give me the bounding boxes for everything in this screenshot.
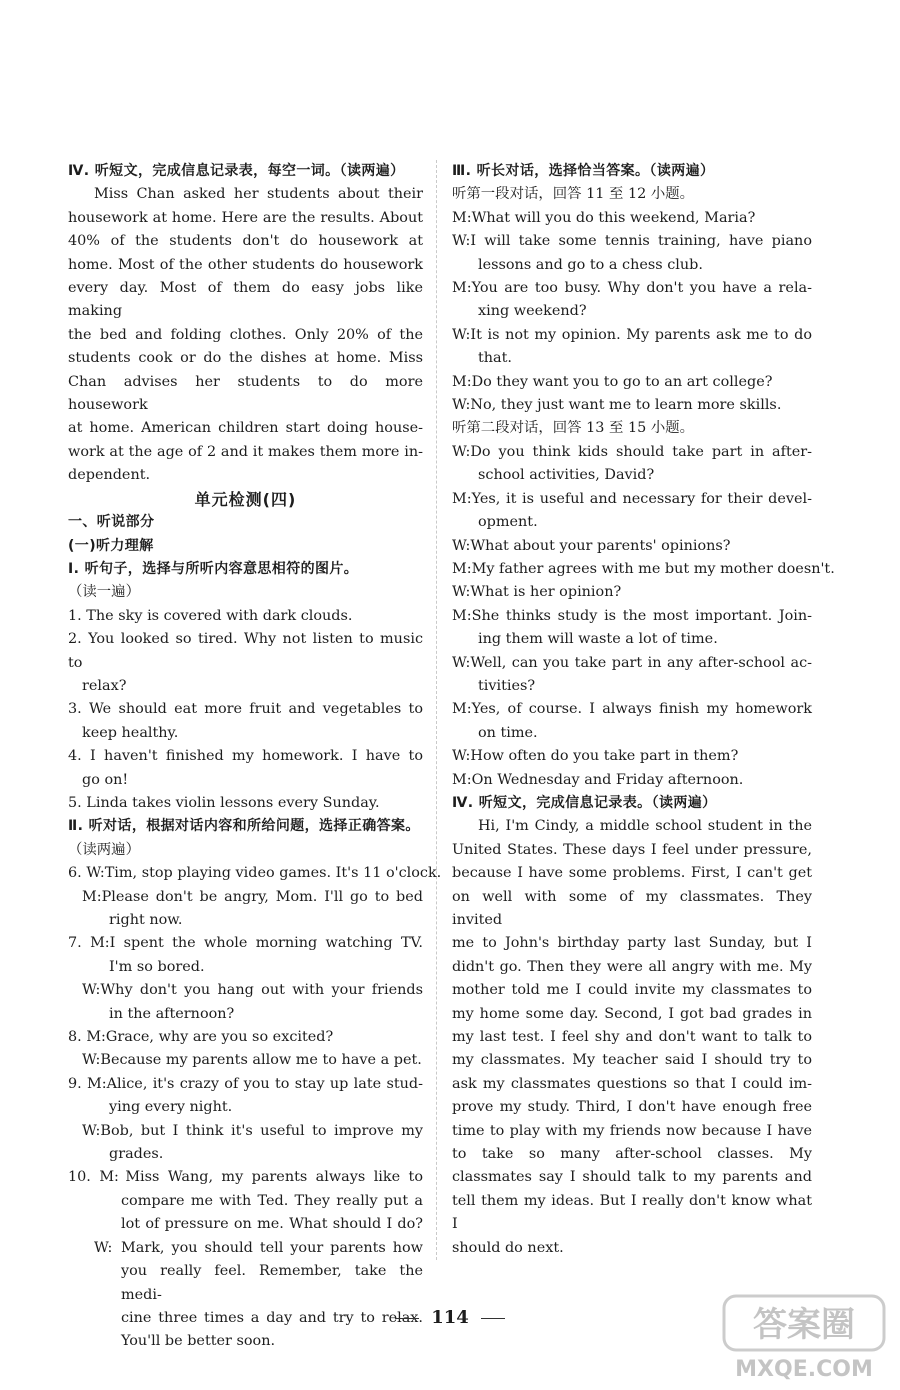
dialogue-line: [452, 207, 812, 230]
speaker-label: W:: [452, 537, 471, 554]
passage-line: dependent.: [68, 467, 151, 484]
dialogue-text: cine three times a day and try to relax.: [121, 1309, 423, 1326]
listening-passage: [68, 183, 423, 487]
dialogue-line: [452, 488, 812, 511]
dialogue-line: [68, 1049, 423, 1072]
passage-line: to take so many after-school classes. My: [452, 1146, 812, 1163]
passage-line: at home. American children start doing house-: [68, 420, 423, 437]
passage-line: prove my study. Third, I don't have enough free: [452, 1099, 812, 1116]
dialogue-continuation: xing weekend?: [478, 303, 587, 320]
speaker-label: M:: [86, 1029, 106, 1046]
dialogue-line: [452, 558, 835, 581]
speaker-label: W:: [86, 865, 105, 882]
speaker-label: W:: [452, 233, 471, 250]
listening-passage: [452, 815, 812, 1260]
dialogue-line: [68, 1073, 423, 1096]
speaker-label: M:: [452, 771, 472, 788]
sentence-item: 5. Linda takes violin lessons every Sunday.: [68, 794, 380, 811]
dialogue-line: [452, 324, 812, 347]
passage-line: me to John's birthday party last Sunday, but I: [452, 935, 812, 952]
dialogue-text: My father agrees with me but my mother doesn't.: [471, 560, 835, 577]
svg-text:MXQE.COM: MXQE.COM: [735, 1357, 873, 1382]
dialogue-text: Please don't be angry, Mom. I'll go to bed: [101, 888, 423, 905]
svg-text:答案圈: 答案圈: [753, 1305, 855, 1345]
dialogue-line: [452, 441, 812, 464]
dialogue-line: [68, 1213, 423, 1236]
dialogue-continuation: on time.: [478, 724, 538, 741]
passage-line: work at the age of 2 and it makes them more in-: [68, 443, 423, 460]
unit-title: 单元检测(四): [194, 489, 297, 509]
speaker-label: W:: [82, 1122, 101, 1139]
passage-line: because I have some problems. First, I can't get: [452, 865, 812, 882]
watermark-logo: [722, 1294, 886, 1382]
passage-line: ask my classmates questions so that I could im-: [452, 1075, 812, 1092]
dialogue-number: 10.: [68, 1169, 91, 1186]
dialogue-line: [68, 1260, 423, 1307]
sentence-item: 2. You looked so tired. Why not listen to music to: [68, 631, 423, 671]
speaker-label: M:: [452, 280, 472, 297]
dialogue-line: [68, 1120, 423, 1143]
speaker-label: M:: [87, 1075, 107, 1092]
sentence-item: 1. The sky is covered with dark clouds.: [68, 607, 353, 624]
section-heading: Ⅱ. 听对话，根据对话内容和所给问题，选择正确答案。: [68, 818, 420, 835]
dialogue-continuation: tivities?: [478, 677, 536, 694]
dialogue-text: She thinks study is the most important. Join-: [471, 607, 812, 624]
dialogue-line: [68, 1237, 423, 1260]
part-heading: 一、听说部分: [68, 514, 155, 531]
sentence-continuation: go on!: [82, 771, 129, 788]
passage-line: my last test. I feel shy and don't want to talk to: [452, 1029, 812, 1046]
dialogue-text: On Wednesday and Friday afternoon.: [471, 771, 744, 788]
dialogue-line: [452, 745, 812, 768]
passage-line: Chan advises her students to do more housework: [68, 373, 423, 414]
dialogue-line: [68, 1166, 423, 1189]
dialogue-text: Miss Wang, my parents always like to: [125, 1169, 423, 1186]
right-column: [452, 160, 835, 1260]
dialogue-text: No, they just want me to learn more skills.: [470, 397, 782, 414]
column-divider: [436, 160, 437, 1260]
speaker-label: W:: [94, 1239, 113, 1256]
passage-line: classmates say I should talk to my parents and: [452, 1169, 812, 1186]
dialogue-line: [452, 769, 812, 792]
dialogue-continuation: right now.: [109, 912, 183, 928]
passage-line: home. Most of the other students do housework: [68, 256, 423, 273]
passage-line: Miss Chan asked her students about their: [94, 186, 423, 203]
passage-line: should do next.: [452, 1239, 564, 1256]
speaker-label: M:: [452, 490, 472, 507]
dialogue-continuation: that.: [478, 350, 512, 367]
passage-line: didn't go. Then they were all angry with me. My: [452, 958, 812, 975]
speaker-label: M:: [452, 209, 472, 226]
dialogue-line: [452, 698, 812, 721]
dialogue-text: You are too busy. Why don't you have a rela-: [471, 280, 812, 297]
dialogue-line: [452, 394, 812, 417]
section-heading: Ⅳ. 听短文，完成信息记录表。（读两遍）: [452, 794, 717, 811]
section-heading: Ⅳ. 听短文，完成信息记录表，每空一词。（读两遍）: [68, 163, 405, 179]
passage-line: housework at home. Here are the results. About: [68, 209, 423, 226]
speaker-label: W:: [82, 1052, 101, 1069]
dialogue-number: 6.: [68, 865, 82, 882]
passage-line: mother told me I could invite my classmates to: [452, 982, 812, 999]
dialogue-text: I spent the whole morning watching TV.: [109, 935, 423, 952]
dialogue-continuation: ying every night.: [109, 1099, 233, 1116]
passage-line: students cook or do the dishes at home. Miss: [68, 350, 423, 367]
section-note: （读两遍）: [68, 841, 140, 858]
dialogue-line: [68, 1190, 423, 1213]
dialogue-text: I will take some tennis training, have piano: [470, 233, 812, 250]
dialogue-text: Yes, of course. I always finish my homework: [471, 701, 812, 718]
passage-line: Hi, I'm Cindy, a middle school student in the: [478, 818, 812, 835]
dialogue-text: Mark, you should tell your parents how: [121, 1239, 423, 1256]
sentence-item: 3. We should eat more fruit and vegetables to: [68, 701, 423, 718]
dialogue-line: [452, 535, 812, 558]
speaker-label: W:: [452, 748, 471, 765]
sentence-list: [68, 605, 423, 816]
passage-line: the bed and folding clothes. Only 20% of the: [68, 326, 423, 343]
passage-line: United States. These days I feel under pressure,: [452, 841, 812, 858]
dialogue-list: [68, 862, 442, 1354]
dialogue-line: [68, 932, 423, 955]
section-heading: Ⅰ. 听句子，选择与所听内容意思相符的图片。: [68, 560, 359, 577]
speaker-label: M:: [452, 373, 472, 390]
dialogue-text: Alice, it's crazy of you to stay up late stud-: [106, 1075, 423, 1092]
page-number: 114: [0, 1307, 900, 1328]
dialogue-text: Do they want you to go to an art college?: [471, 373, 773, 390]
speaker-label: M:: [90, 935, 110, 952]
dialogue-line: [68, 979, 423, 1002]
dialogue-text: Because my parents allow me to have a pet.: [100, 1052, 422, 1069]
dialogue-continuation: ing them will waste a lot of time.: [478, 631, 718, 648]
dialogue-continuation: grades.: [109, 1146, 164, 1163]
speaker-label: M:: [99, 1169, 119, 1186]
conversation-intro: 听第一段对话，回答 11 至 12 小题。: [452, 186, 694, 203]
dialogue-number: 9.: [68, 1075, 82, 1092]
passage-line: 40% of the students don't do housework at: [68, 233, 423, 250]
speaker-label: M:: [452, 560, 472, 577]
speaker-label: M:: [82, 888, 102, 905]
dialogue-text: lot of pressure on me. What should I do?: [121, 1216, 423, 1233]
dialogue-line: [68, 886, 423, 909]
speaker-label: M:: [452, 701, 472, 718]
dialogue-text: What is her opinion?: [470, 584, 622, 601]
dialogue-text: Do you think kids should take part in after-: [470, 443, 812, 460]
dialogue-text: Yes, it is useful and necessary for their devel-: [471, 490, 812, 507]
speaker-label: W:: [82, 982, 101, 999]
section-heading: Ⅲ. 听长对话，选择恰当答案。（读两遍）: [452, 163, 715, 179]
dialogue-line: [68, 862, 442, 885]
dialogue-line: [68, 1330, 423, 1353]
passage-line: my home some day. Second, I got bad grades in: [452, 1005, 812, 1022]
speaker-label: W:: [452, 397, 471, 414]
passage-line: time to play with my friends now because I have: [452, 1122, 812, 1139]
dialogue-text: What will you do this weekend, Maria?: [471, 209, 756, 226]
left-column: [68, 160, 442, 1354]
passage-line: on well with some of my classmates. They invited: [452, 888, 812, 928]
dialogue-number: 8.: [68, 1029, 82, 1046]
dialogue-text: Bob, but I think it's useful to improve my: [100, 1122, 423, 1139]
dialogue-line: [452, 277, 812, 300]
dialogue-text: Well, can you take part in any after-school ac-: [470, 654, 812, 671]
dialogue-line: [68, 1026, 423, 1049]
dialogue-text: Tim, stop playing video games. It's 11 o'clock.: [104, 865, 442, 882]
speaker-label: W:: [452, 654, 471, 671]
dialogue-text: What about your parents' opinions?: [470, 537, 731, 554]
speaker-label: M:: [452, 607, 472, 624]
conversation-1: [452, 207, 812, 418]
conversation-intro: 听第二段对话，回答 13 至 15 小题。: [452, 420, 694, 437]
dialogue-line: [452, 230, 812, 253]
speaker-label: W:: [452, 584, 471, 601]
section-note: （读一遍）: [68, 584, 140, 601]
speaker-label: W:: [452, 326, 471, 343]
dialogue-text: Why don't you hang out with your friends: [100, 982, 423, 999]
dialogue-line: [452, 581, 812, 604]
dialogue-text: Grace, why are you so excited?: [105, 1029, 334, 1046]
speaker-label: W:: [452, 443, 471, 460]
dialogue-text: It is not my opinion. My parents ask me to do: [470, 326, 812, 343]
subpart-heading: (一)听力理解: [68, 537, 154, 554]
dialogue-continuation: opment.: [478, 514, 538, 531]
passage-line: every day. Most of them do easy jobs like making: [68, 280, 423, 320]
dialogue-text: compare me with Ted. They really put a: [121, 1192, 423, 1209]
sentence-continuation: relax?: [82, 677, 127, 694]
dialogue-line: [452, 371, 812, 394]
dialogue-continuation: school activities, David?: [478, 467, 655, 484]
dialogue-line: [452, 652, 812, 675]
dialogue-number: 7.: [68, 935, 82, 952]
dialogue-line: [452, 605, 812, 628]
dialogue-text: You'll be better soon.: [121, 1333, 276, 1350]
dialogue-text: you really feel. Remember, take the medi-: [121, 1263, 423, 1303]
dialogue-text: How often do you take part in them?: [470, 748, 739, 765]
sentence-continuation: keep healthy.: [82, 724, 179, 741]
conversation-2: [452, 441, 835, 792]
dialogue-continuation: lessons and go to a chess club.: [478, 256, 703, 273]
passage-line: my classmates. My teacher said I should try to: [452, 1052, 812, 1069]
passage-line: tell them my ideas. But I really don't know what I: [452, 1192, 812, 1233]
sentence-item: 4. I haven't finished my homework. I have to: [68, 748, 423, 765]
dialogue-continuation: in the afternoon?: [109, 1005, 235, 1022]
dialogue-continuation: I'm so bored.: [109, 958, 205, 975]
